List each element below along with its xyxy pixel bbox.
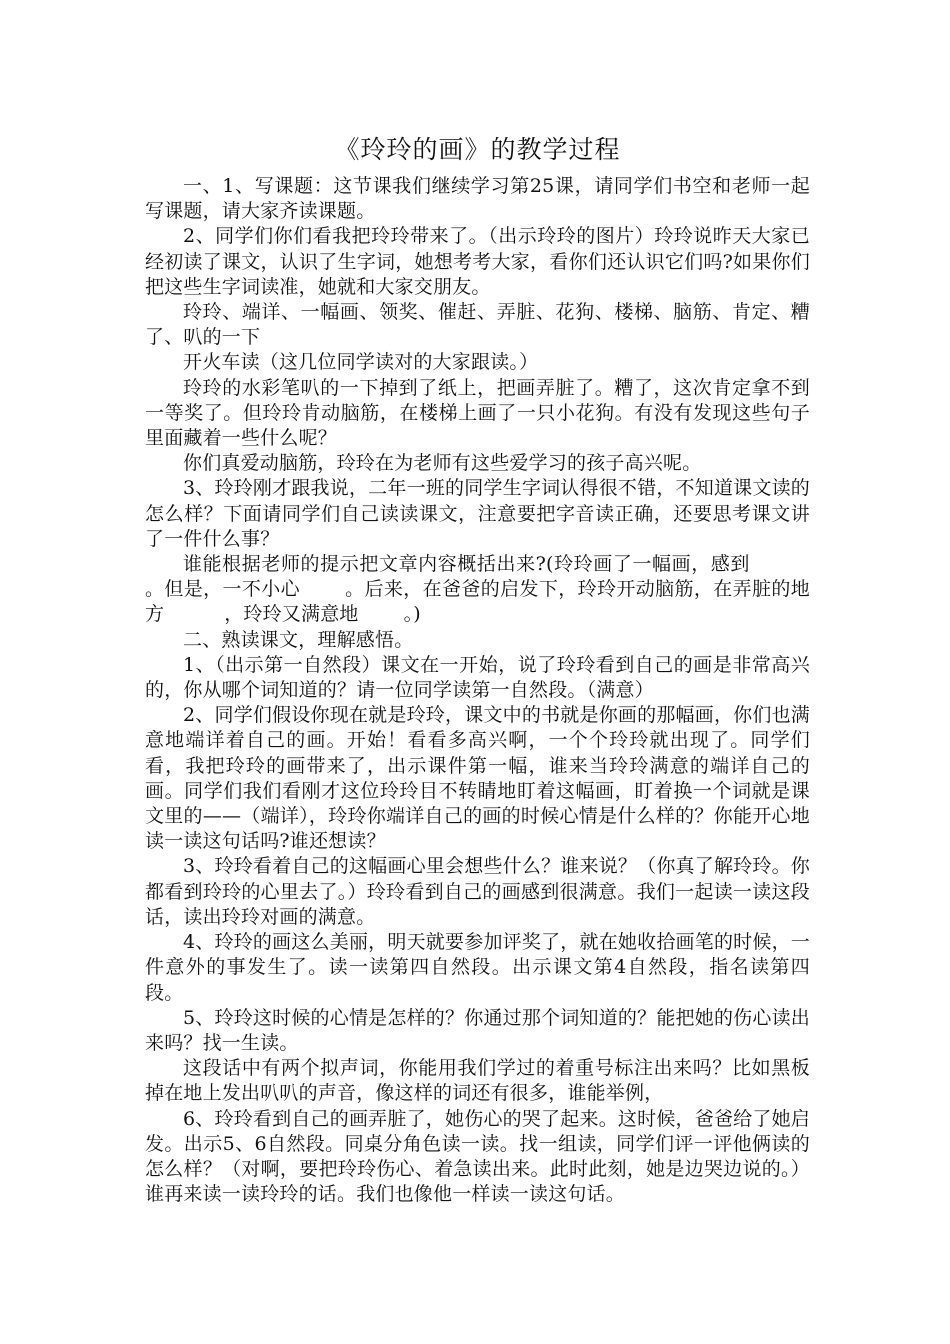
document-page <box>145 128 810 1207</box>
fill-blank-part-5: 。) <box>403 603 421 626</box>
paragraph-s2-1: 1、（出示第一自然段）课文在一开始，说了玲玲看到自己的画是非常高兴的，你从哪个词知道的？请一位同学读第一自然段。（满意） <box>145 653 810 702</box>
paragraph-1: 一、1、写课题：这节课我们继续学习第25课，请同学们书空和老师一起写课题，请大家齐读课题。 <box>145 175 810 223</box>
document-title: 《玲玲的画》的教学过程 <box>334 135 621 164</box>
paragraph-s2-5: 5、玲玲这时候的心情是怎样的？你通过那个词知道的？能把她的伤心读出来吗？找一生读。 <box>145 1006 810 1054</box>
fill-blank-part-1: 谁能根据老师的提示把文章内容概括出来?(玲玲画了一幅画，感到 <box>183 553 750 576</box>
paragraph-s2-3: 3、玲玲看着自己的这幅画心里会想些什么？谁来说？（你真了解玲玲。你都看到玲玲的心里去了。）玲玲看到自己的画感到很满意。我们一起读一读这段话，读出玲玲对画的满意。 <box>145 855 810 928</box>
fill-blank-part-2: 。但是，一不小心 <box>145 578 300 601</box>
paragraph-word-list: 玲玲、端详、一幅画、领奖、催赶、弄脏、花狗、楼梯、脑筋、肯定、糟了、叭的一下 <box>145 301 810 349</box>
paragraph-s2-2: 2、同学们假设你现在就是玲玲，课文中的书就是你画的那幅画，你们也满意地端详着自己的画。开始！看看多高兴啊，一个个玲玲就出现了。同学们看，我把玲玲的画带来了，出示课件第一幅，谁来当玲玲满意的端详自己的画。同学们我们看刚才这位玲玲目不转睛地盯着这幅画，盯着换一个词就是课文里的——（端详），玲玲你端详自己的画的时候心情是什么样的？你能开心地读一读这句话吗?谁还想读？ <box>145 704 810 853</box>
fill-blank-part-3: 。后来，在爸爸的启发下，玲玲开动脑筋，在弄脏的地方 <box>145 578 810 626</box>
paragraph-fill-blank <box>145 552 810 628</box>
paragraph-s2-4: 4、玲玲的画这么美丽，明天就要参加评奖了，就在她收拾画笔的时候，一件意外的事发生了。读一读第四自然段。出示课文第4自然段，指名读第四段。 <box>145 931 810 1004</box>
section-heading-2: 二、熟读课文，理解感悟。 <box>183 628 414 651</box>
paragraph-praise: 你们真爱动脑筋，玲玲在为老师有这些爱学习的孩子高兴呢。 <box>183 452 702 475</box>
fill-blank-part-4: ，玲玲又满意地 <box>224 603 359 626</box>
paragraph-sentences: 玲玲的水彩笔叭的一下掉到了纸上，把画弄脏了。糟了，这次肯定拿不到一等奖了。但玲玲肯动脑筋，在楼梯上画了一只小花狗。有没有发现这些句子里面藏着一些什么呢？ <box>145 376 810 450</box>
paragraph-3: 3、玲玲刚才跟我说，二年一班的同学生字词认得很不错，不知道课文读的怎么样？下面请同学们自己读读课文，注意要把字音读正确，还要思考课文讲了一件什么事？ <box>145 477 810 550</box>
paragraph-s2-6: 6、玲玲看到自己的画弄脏了，她伤心的哭了起来。这时候，爸爸给了她启发。出示5、6自然段。同桌分角色读一读。找一组读，同学们评一评他俩读的怎么样？（对啊，要把玲玲伤心、着急读出来。此时此刻，她是边哭边说的。）谁再来读一读玲玲的话。我们也像他一样读一读这句话。 <box>145 1107 810 1206</box>
paragraph-train-reading: 开火车读（这几位同学读对的大家跟读。） <box>183 351 539 374</box>
paragraph-onomatopoeia: 这段话中有两个拟声词，你能用我们学过的着重号标注出来吗？比如黑板掉在地上发出叭叭的声音，像这样的词还有很多，谁能举例， <box>145 1057 810 1105</box>
paragraph-2: 2、同学们你们看我把玲玲带来了。（出示玲玲的图片）玲玲说昨天大家已经初读了课文，认识了生字词，她想考考大家，看你们还认识它们吗?如果你们把这些生字词读准，她就和大家交朋友。 <box>145 225 810 298</box>
